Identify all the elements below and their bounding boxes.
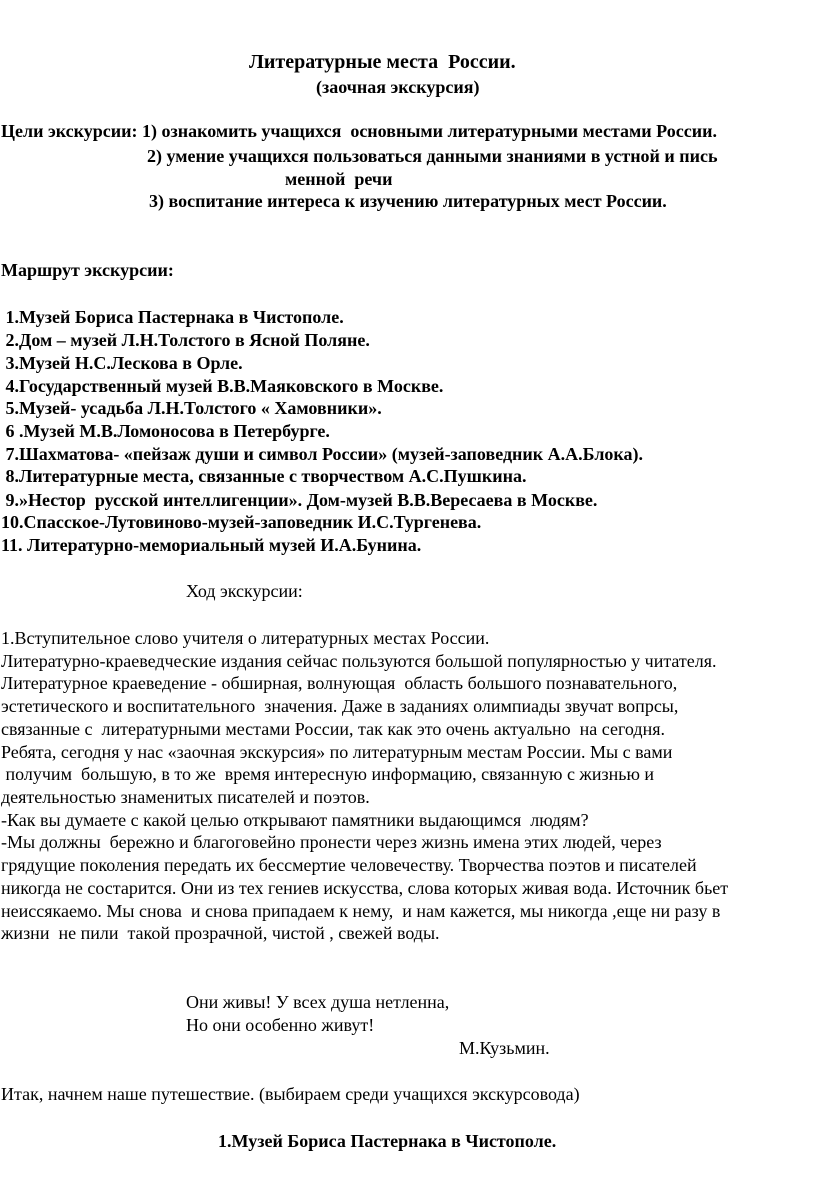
route-item: 1.Музей Бориса Пастернака в Чистополе. [1,307,344,327]
route-item: 11. Литературно-мемориальный музей И.А.Бунина. [1,535,422,555]
page-title: Литературные места России. [249,51,516,73]
route-item: 9.»Нестор русской интеллигенции». Дом-музей В.В.Вересаева в Москве. [1,490,598,510]
route-item: 3.Музей Н.С.Лескова в Орле. [1,353,243,373]
course-paragraph-line: жизни не пили такой прозрачной, чистой , свежей воды. [1,923,440,943]
goals-line-2: 2) умение учащихся пользоваться данными знаниями в устной и пись [147,146,718,166]
course-paragraph-line: грядущие поколения передать их бессмертие человечеству. Творчества поэтов и писателей [1,855,697,875]
route-item: 7.Шахматова- «пейзаж души и символ России» (музей-заповедник А.А.Блока). [1,444,644,464]
goals-line-1: Цели экскурсии: 1) ознакомить учащихся основными литературными местами России. [1,121,717,141]
route-heading: Маршрут экскурсии: [1,260,174,280]
goals-line-4: 3) воспитание интереса к изучению литературных мест России. [149,191,667,211]
course-paragraph-line: -Как вы думаете с какой целью открывают памятники выдающимся людям? [1,810,589,830]
course-paragraph-line: связанные с литературными местами России, так как это очень актуально на сегодня. [1,719,665,739]
course-paragraph-line: никогда не состарится. Они из тех гениев искусства, слова которых живая вода. Источник бьет [1,878,729,898]
route-item: 10.Спасское-Лутовиново-музей-заповедник И.С.Тургенева. [1,512,482,532]
poem-line-1: Они живы! У всех душа нетленна, [186,992,450,1012]
route-item: 6 .Музей М.В.Ломоносова в Петербурге. [1,421,330,441]
route-item: 4.Государственный музей В.В.Маяковского в Москве. [1,376,444,396]
closing-text: Итак, начнем наше путешествие. (выбираем среди учащихся экскурсовода) [1,1084,580,1104]
course-paragraph-line: Литературно-краеведческие издания сейчас пользуются большой популярностью у читателя. [1,651,717,671]
goals-line-3: менной речи [285,169,393,189]
route-item: 2.Дом – музей Л.Н.Толстого в Ясной Поляне. [1,330,370,350]
course-paragraph-line: деятельностью знаменитых писателей и поэтов. [1,787,370,807]
page-subtitle: (заочная экскурсия) [316,77,480,97]
poem-author: М.Кузьмин. [459,1038,550,1058]
route-item: 8.Литературные места, связанные с творчеством А.С.Пушкина. [1,466,527,486]
course-paragraph-line: Ребята, сегодня у нас «заочная экскурсия» по литературным местам России. Мы с вами [1,742,673,762]
section-heading: 1.Музей Бориса Пастернака в Чистополе. [218,1131,557,1151]
course-heading: Ход экскурсии: [186,581,303,601]
course-paragraph-line: эстетического и воспитательного значения. Даже в заданиях олимпиады звучат вопрсы, [1,696,679,716]
poem-line-2: Но они особенно живут! [186,1015,375,1035]
course-paragraph-line: Литературное краеведение - обширная, волнующая область большого познавательного, [1,673,678,693]
course-paragraph-line: неиссякаемо. Мы снова и снова припадаем к нему, и нам кажется, мы никогда ,еще ни разу в [1,901,721,921]
course-paragraph-line: получим большую, в то же время интересную информацию, связанную с жизнью и [1,764,655,784]
course-paragraph-line: 1.Вступительное слово учителя о литературных местах России. [1,628,490,648]
course-paragraph-line: -Мы должны бережно и благоговейно пронести через жизнь имена этих людей, через [1,832,662,852]
route-item: 5.Музей- усадьба Л.Н.Толстого « Хамовники». [1,398,382,418]
